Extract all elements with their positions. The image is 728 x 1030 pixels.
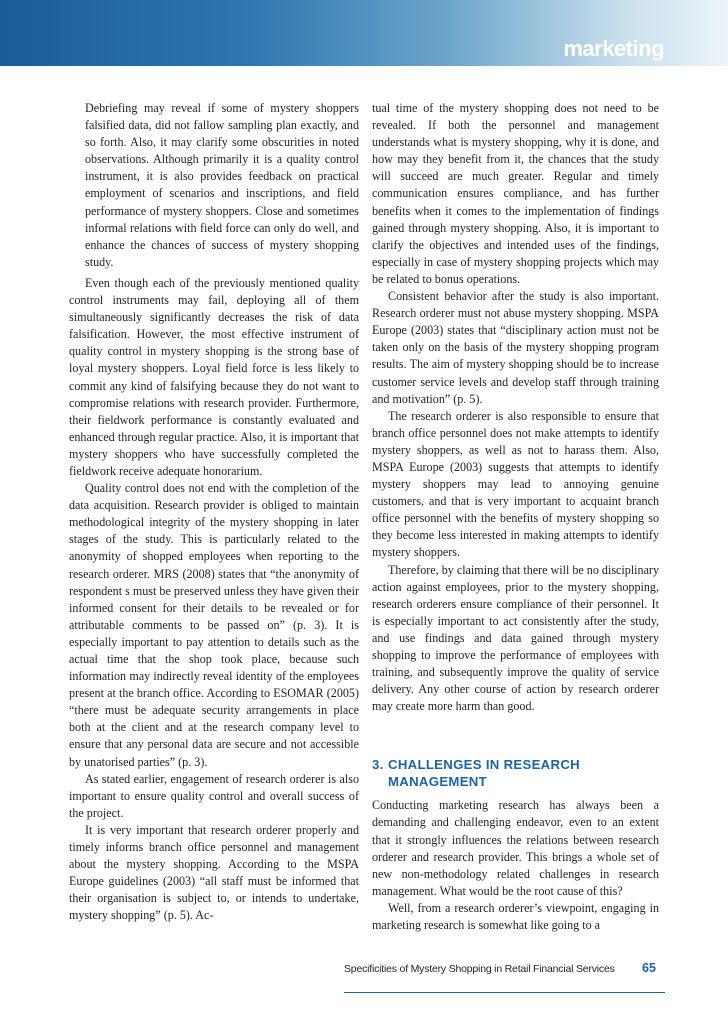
paragraph: As stated earlier, engagement of research orderer is also important to ensure quality control and overall success of the project.	[69, 771, 359, 820]
paragraph: It is very important that research orderer properly and timely informs branch office personnel and management about the mystery shopping. According to the MSPA Europe guidelines (2003) “all staff must be informed that their organisation is subject to, or intends to undertake, mystery shopping” (p. 5). Ac-	[69, 822, 359, 923]
paragraph: Well, from a research orderer’s viewpoint, engaging in marketing research is somewhat like going to a	[372, 900, 659, 933]
paragraph: Therefore, by claiming that there will be no disciplinary action against employees, prior to the mystery shopping, research orderers ensure compliance of their personnel. It is especially important to act consistently after the study, and use findings and data gained through mystery shopping to improve the performance of employees with training, and subsequently improve the quality of service delivery. Any other course of action by research orderer may create more harm than good.	[372, 562, 660, 714]
section-label: marketing	[563, 36, 664, 61]
paragraph: Even though each of the previously mentioned quality control instruments may fail, deploying all of them simultaneously significantly decreases the risk of data falsification. However, the most effective instrument of quality control in mystery shopping is the strong base of loyal mystery shoppers. Loyal field force is less likely to commit any kind of falsifying because they do not want to compromise relations with research provider. Furthermore, their fieldwork performance is constantly evaluated and enhanced through regular practice. Also, it is important that mystery shoppers who have successfully completed the fieldwork receive adequate honorarium.	[69, 275, 359, 478]
paragraph: Conducting marketing research has always been a demanding and challenging endeavor, even to an extent that it strongly influences the relations between research orderer and research provider. This brings a whole set of new non-methodology related challenges in research management. What would be the root cause of this?	[372, 798, 659, 898]
paragraph: tual time of the mystery shopping does not need to be revealed. If both the personnel and management understands what is mystery shopping, why it is done, and how may they benefit from it, the chances that the study will succeed are much greater. Regular and timely communication ensures compliance, and has further benefits when it comes to the implementation of findings gained through mystery shopping. Also, it is important to clarify the objectives and intended uses of the findings, especially in case of mystery shopping projects which may be related to bonus operations.	[372, 101, 659, 286]
right-column	[372, 100, 659, 934]
paragraph: Consistent behavior after the study is also important. Research orderer must not abuse mystery shopping. MSPA Europe (2003) states that “disciplinary action must not be taken only on the basis of the mystery shopping program results. The aim of mystery shopping should be to increase customer service levels and develop staff through training and motivation” (p. 5).	[372, 289, 659, 406]
paragraph: The research orderer is also responsible to ensure that branch office personnel does not make attempts to identify mystery shoppers, as well as not to harass them. Also, MSPA Europe (2003) suggests that attempts to identify mystery shoppers may lead to annoying genuine customers, and that is very important to acquaint branch office personnel with the benefits of mystery shopping so they become less interested in making attempts to identify mystery shoppers.	[372, 408, 659, 560]
page-number: 65	[642, 961, 656, 975]
running-title: Specificities of Mystery Shopping in Retail Financial Services	[344, 963, 615, 975]
footer-rule	[344, 992, 665, 993]
section-heading	[372, 756, 659, 790]
paragraph: Quality control does not end with the completion of the data acquisition. Research provider is obliged to maintain methodological integrity of the mystery shopping in later stages of the study. This is particularly related to the anonymity of shopped employees when reporting to the research orderer. MRS (2008) states that “the anonymity of respondent s must be preserved unless they have given their informed consent for their details to be revealed or for attributable comments to be passed on” (p. 3). It is especially important to pay attention to details such as the actual time that the shop took place, because such information may indirectly reveal identity of the employees present at the branch office. According to ESOMAR (2005) “there must be adequate security arrangements in place both at the client and at the research company level to ensure that any personal data are secure and not accessible by unatorised parties” (p. 3).	[69, 481, 359, 769]
paragraph: Debriefing may reveal if some of mystery shoppers falsified data, did not fallow sampling plan exactly, and so forth. Also, it may clarify some obscurities in noted observations. Although primarily it is a quality control instrument, it is also provides feedback on practical employment of scenarios and inscriptions, and field performance of mystery shoppers. Close and sometimes informal relations with field force can only do well, and enhance the chances of success of mystery shopping study.	[85, 101, 359, 269]
section-title-line1: CHALLENGES IN RESEARCH	[388, 757, 580, 773]
left-column	[69, 100, 359, 925]
section-title-line2: MANAGEMENT	[388, 774, 487, 790]
section-number: 3.	[372, 757, 384, 773]
header-banner	[0, 0, 728, 66]
